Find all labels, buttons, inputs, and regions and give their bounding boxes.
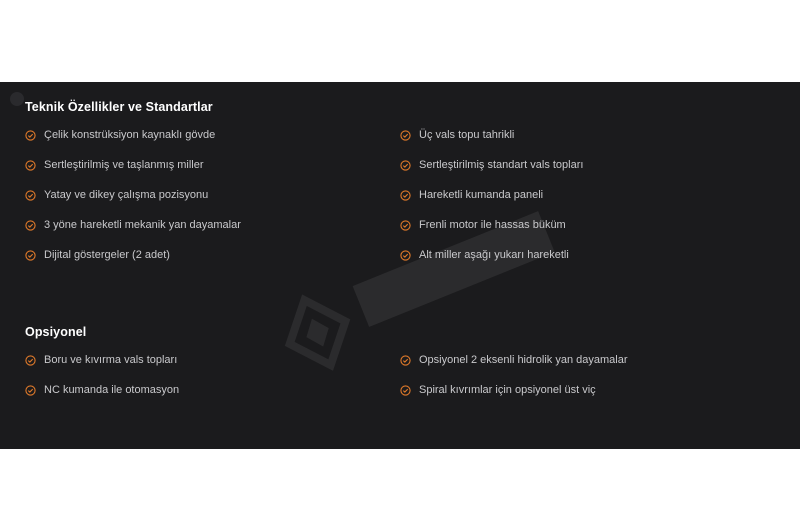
list-item-label: Alt miller aşağı yukarı hareketli — [419, 249, 569, 261]
list-item — [25, 180, 241, 210]
list-item-label: Üç vals topu tahrikli — [419, 129, 515, 141]
check-circle-icon — [400, 355, 411, 366]
list-item — [25, 210, 241, 240]
list-item-label: Spiral kıvrımlar için opsiyonel üst viç — [419, 384, 596, 396]
optional-list-right — [400, 345, 628, 405]
list-item-label: Dijital göstergeler (2 adet) — [44, 249, 170, 261]
check-circle-icon — [25, 220, 36, 231]
check-circle-icon — [400, 160, 411, 171]
list-item — [400, 120, 583, 150]
list-item — [25, 240, 241, 270]
section-title-technical: Teknik Özellikler ve Standartlar — [25, 100, 213, 114]
section-title-optional: Opsiyonel — [25, 325, 87, 339]
list-item-label: Sertleştirilmiş ve taşlanmış miller — [44, 159, 204, 171]
corner-indicator — [10, 92, 24, 106]
list-item — [400, 345, 628, 375]
check-circle-icon — [400, 130, 411, 141]
features-panel — [0, 82, 800, 449]
check-circle-icon — [25, 355, 36, 366]
list-item — [25, 150, 241, 180]
technical-list-left — [25, 120, 241, 270]
list-item — [25, 345, 179, 375]
list-item — [400, 240, 583, 270]
list-item-label: Çelik konstrüksiyon kaynaklı gövde — [44, 129, 216, 141]
list-item-label: Yatay ve dikey çalışma pozisyonu — [44, 189, 209, 201]
list-item — [400, 180, 583, 210]
check-circle-icon — [400, 220, 411, 231]
check-circle-icon — [25, 160, 36, 171]
list-item — [25, 375, 179, 405]
list-item-label: NC kumanda ile otomasyon — [44, 384, 180, 396]
list-item-label: Frenli motor ile hassas büküm — [419, 219, 566, 231]
check-circle-icon — [25, 130, 36, 141]
check-circle-icon — [400, 190, 411, 201]
list-item-label: Opsiyonel 2 eksenli hidrolik yan dayamalar — [419, 354, 628, 366]
list-item-label: 3 yöne hareketli mekanik yan dayamalar — [44, 219, 241, 231]
check-circle-icon — [25, 190, 36, 201]
list-item-label: Hareketli kumanda paneli — [419, 189, 544, 201]
list-item — [400, 150, 583, 180]
check-circle-icon — [25, 385, 36, 396]
technical-list-right — [400, 120, 583, 270]
list-item — [25, 120, 241, 150]
check-circle-icon — [400, 385, 411, 396]
check-circle-icon — [25, 250, 36, 261]
optional-list-left — [25, 345, 179, 405]
list-item — [400, 375, 628, 405]
check-circle-icon — [400, 250, 411, 261]
list-item-label: Boru ve kıvırma vals topları — [44, 354, 178, 366]
list-item-label: Sertleştirilmiş standart vals topları — [419, 159, 584, 171]
list-item — [400, 210, 583, 240]
